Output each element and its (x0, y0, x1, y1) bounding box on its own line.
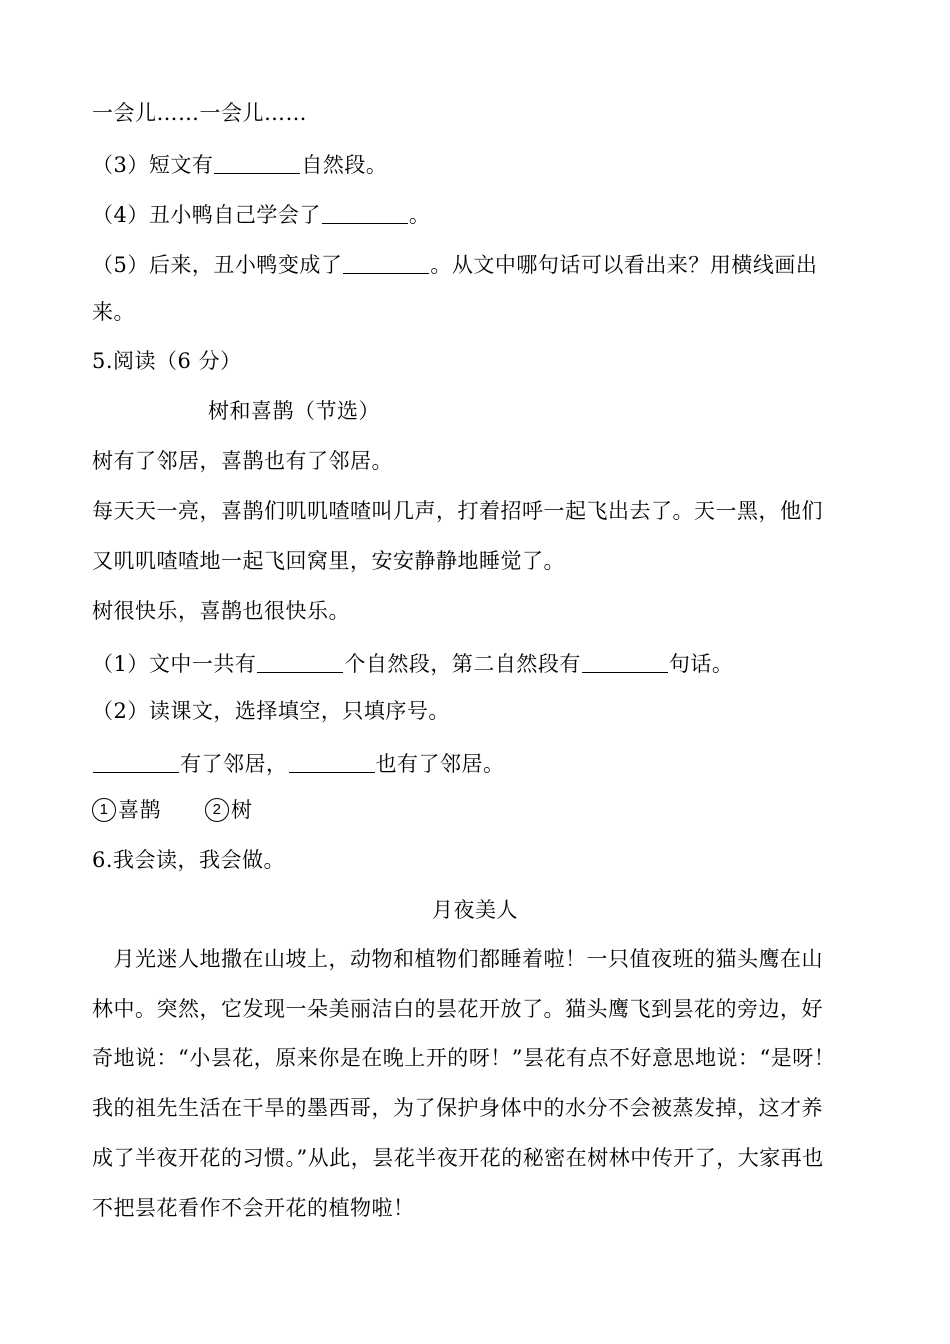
answer-blank[interactable] (214, 151, 300, 174)
text-line: 一会儿……一会儿…… (92, 101, 307, 125)
section-6-heading: 6.我会读，我会做。 (92, 848, 286, 872)
question-text: 自然段。 (301, 153, 388, 177)
paragraph-line: 每天天一亮，喜鹊们叽叽喳喳叫几声，打着招呼一起飞出去了。天一黑，他们 (92, 499, 823, 523)
paragraph-line: 月光迷人地撒在山坡上，动物和植物们都睡着啦！一只值夜班的猫头鹰在山 (92, 947, 823, 971)
paragraph-line: 奇地说：“小昙花，原来你是在晚上开的呀！”昙花有点不好意思地说：“是呀！ (92, 1046, 836, 1070)
section-5-question-2: （2）读课文，选择填空，只填序号。 (92, 699, 450, 723)
question-4 (92, 199, 862, 227)
option-label: 喜鹊 (118, 798, 161, 822)
question-text: 有了邻居， (180, 752, 288, 776)
paragraph-line: 我的祖先生活在干旱的墨西哥，为了保护身体中的水分不会被蒸发掉，这才养 (92, 1096, 823, 1120)
paragraph-line: 不把昙花看作不会开花的植物啦！ (92, 1196, 415, 1220)
question-text: 句话。 (668, 652, 734, 676)
question-text: （4）丑小鸭自己学会了 (92, 203, 321, 227)
question-text: 个自然段，第二自然段有 (344, 652, 581, 676)
paragraph-line: 树很快乐，喜鹊也很快乐。 (92, 599, 350, 623)
paragraph-line: 成了半夜开花的习惯。”从此，昙花半夜开花的秘密在树林中传开了，大家再也 (92, 1146, 824, 1170)
passage-title: 树和喜鹊（节选） (208, 399, 380, 423)
circled-number: 1 (92, 798, 116, 822)
section-5-heading: 5.阅读（6 分） (92, 349, 242, 373)
option-label: 树 (231, 798, 253, 822)
question-text: （1）文中一共有 (92, 652, 257, 676)
option-1 (92, 797, 161, 824)
question-3 (92, 149, 862, 177)
question-text: （5）后来，丑小鸭变成了 (92, 253, 343, 277)
passage-title: 月夜美人 (432, 898, 518, 922)
circled-number: 2 (205, 798, 229, 822)
question-5 (92, 249, 862, 277)
question-text: 也有了邻居。 (375, 752, 505, 776)
option-2 (205, 797, 253, 824)
answer-blank[interactable] (289, 750, 375, 773)
section-5-question-1 (92, 648, 862, 676)
answer-blank[interactable] (93, 750, 179, 773)
answer-blank[interactable] (582, 650, 668, 673)
paragraph-line: 又叽叽喳喳地一起飞回窝里，安安静静地睡觉了。 (92, 549, 565, 573)
answer-blank[interactable] (343, 251, 429, 274)
question-text: （3）短文有 (92, 153, 214, 177)
paragraph-line: 树有了邻居，喜鹊也有了邻居。 (92, 449, 393, 473)
question-text: 。从文中哪句话可以看出来？用横线画出 (430, 253, 818, 277)
options-line (92, 797, 862, 825)
paragraph-line: 林中。突然，它发现一朵美丽洁白的昙花开放了。猫头鹰飞到昙花的旁边，好 (92, 997, 823, 1021)
question-text: 。 (408, 203, 431, 227)
text-line: 来。 (92, 300, 135, 324)
answer-blank[interactable] (322, 201, 408, 224)
answer-blank[interactable] (257, 650, 343, 673)
fill-in-line (92, 748, 862, 776)
